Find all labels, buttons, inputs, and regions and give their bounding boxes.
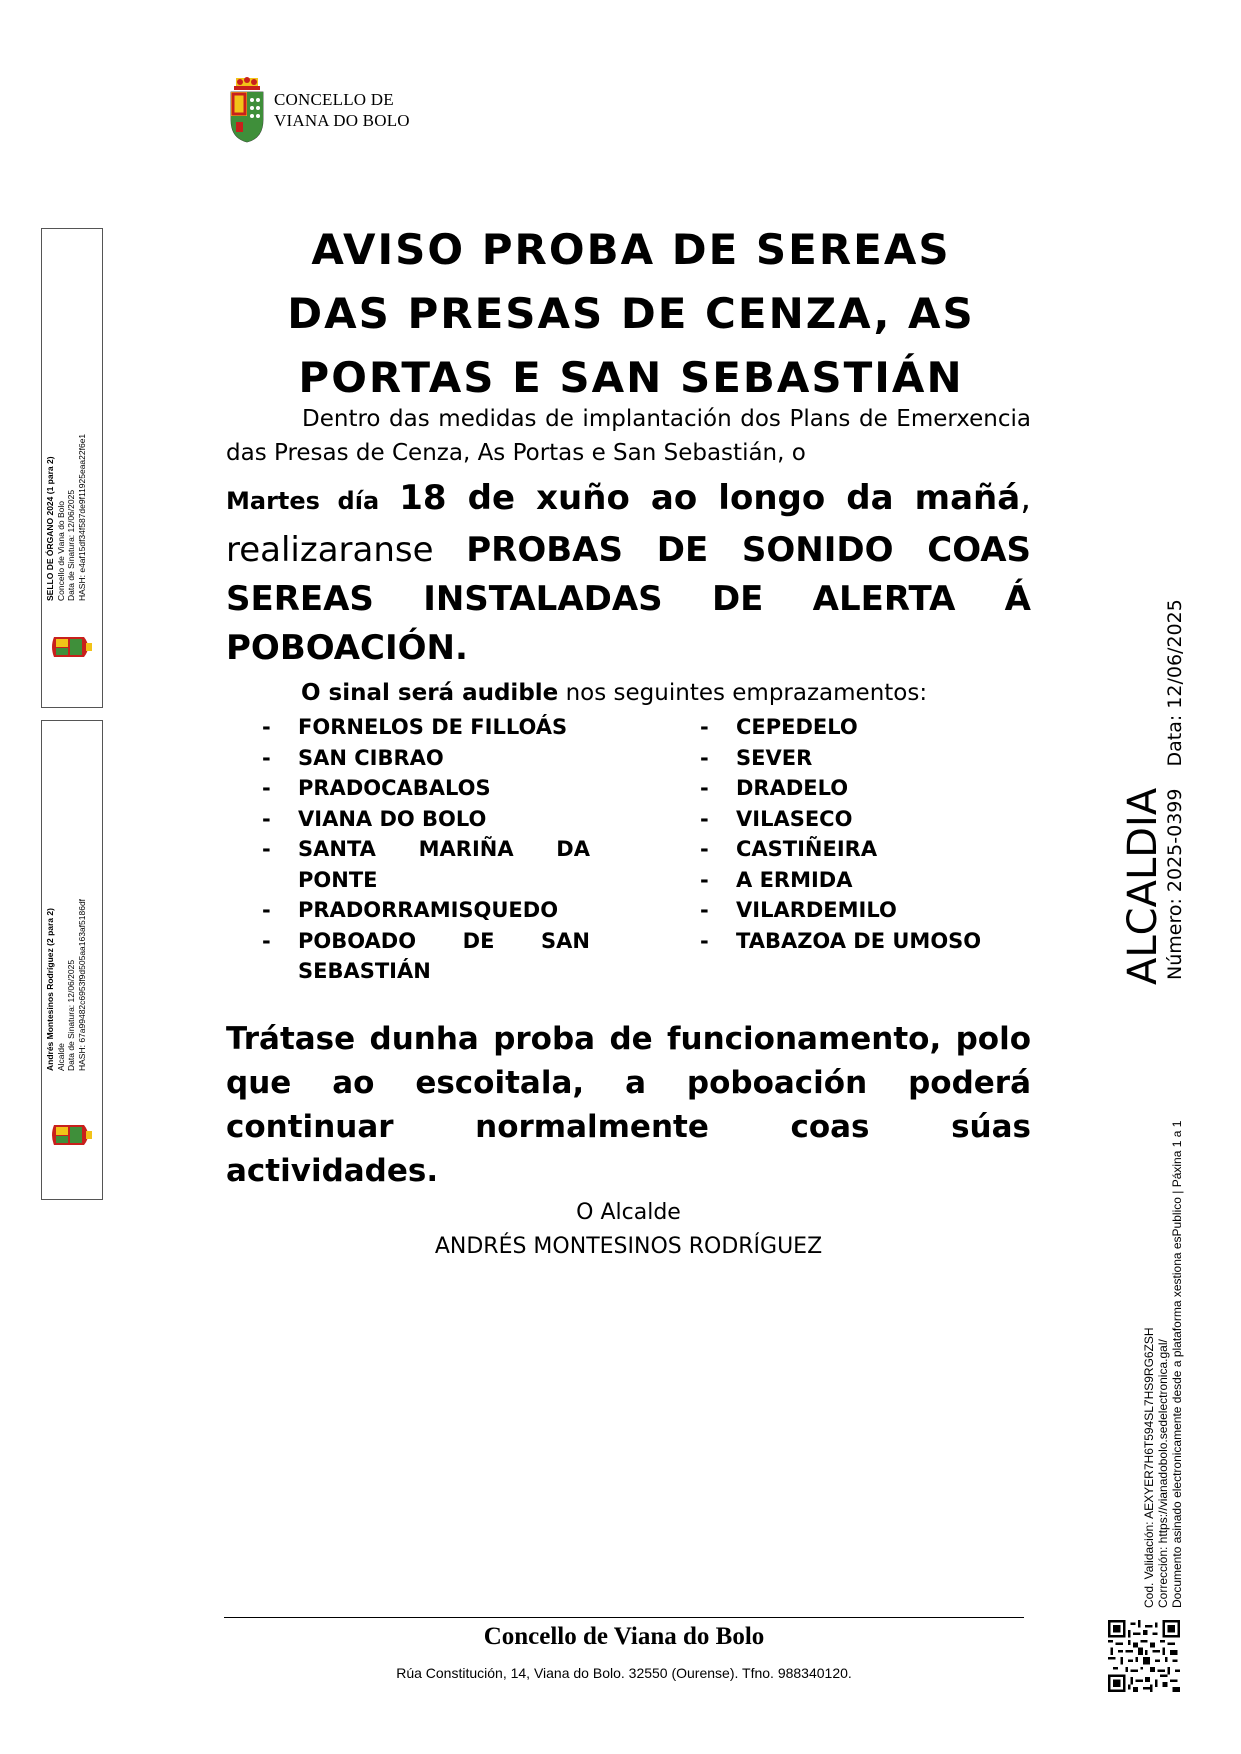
stamp-date: Data de Sinatura: 12/06/2025 bbox=[66, 959, 76, 1071]
location-name: VILARDEMILO bbox=[736, 898, 897, 922]
location-name: PRADOCABALOS bbox=[298, 776, 491, 800]
validation-code: Cod. Validación: AEXYER7H6T594SL7HS9RG6ZSH bbox=[1142, 1327, 1156, 1608]
notice-verb: realizaranse bbox=[226, 530, 434, 570]
list-bullet: - bbox=[700, 715, 709, 739]
stamp-entity: Concello de Viana do Bolo bbox=[55, 500, 66, 601]
stamp-date: Data de Sinatura: 12/06/2025 bbox=[66, 489, 76, 601]
location-name: SAN CIBRAO bbox=[298, 745, 444, 770]
location-item bbox=[262, 743, 590, 774]
org-name-line1: CONCELLO DE bbox=[274, 90, 394, 109]
notice-day-label: Martes día bbox=[226, 487, 380, 515]
page-title bbox=[226, 218, 1036, 410]
title-line2: DAS PRESAS DE CENZA, AS bbox=[287, 289, 975, 338]
registry-meta bbox=[1163, 577, 1187, 980]
org-name bbox=[274, 89, 410, 131]
list-bullet: - bbox=[700, 776, 709, 800]
coat-of-arms-icon bbox=[228, 76, 266, 144]
location-name: A ERMIDA bbox=[736, 867, 853, 892]
location-item bbox=[700, 865, 1060, 896]
validation-check: Corrección: https://vianadobolo.sedelectronica.gal/ bbox=[1156, 1339, 1170, 1608]
location-name: POBOADO DE SAN SEBASTIÁN bbox=[298, 928, 590, 983]
notice-date: 18 de xuño ao longo da mañá bbox=[399, 478, 1021, 518]
location-item bbox=[262, 773, 590, 804]
signature-role: O Alcalde bbox=[576, 1200, 681, 1225]
location-item bbox=[700, 773, 1060, 804]
qr-code-icon bbox=[1108, 1620, 1180, 1692]
location-item bbox=[700, 743, 1060, 774]
audible-line bbox=[301, 678, 927, 708]
list-bullet: - bbox=[700, 837, 709, 861]
list-bullet: - bbox=[700, 928, 709, 953]
seal-icon bbox=[50, 633, 94, 661]
location-name: PRADORRAMISQUEDO bbox=[298, 898, 559, 922]
notice-action: PROBAS DE SONIDO COAS SEREAS INSTALADAS DE ALERTA Á POBOACIÓN. bbox=[226, 530, 1031, 668]
location-item bbox=[262, 804, 590, 835]
stamp-text bbox=[45, 899, 87, 1071]
location-item bbox=[262, 926, 590, 987]
footer-org-name: Concello de Viana do Bolo bbox=[483, 1623, 765, 1650]
list-bullet: - bbox=[700, 745, 709, 770]
locations-list-left bbox=[262, 712, 590, 987]
stamp-signer: SELLO DE ÓRGANO 2024 (1 para 2) bbox=[45, 456, 55, 601]
org-name-line2: VIANA DO BOLO bbox=[274, 111, 410, 130]
location-item bbox=[700, 926, 1060, 957]
registry-date: Data: 12/06/2025 bbox=[1164, 599, 1186, 767]
list-bullet: - bbox=[700, 898, 709, 922]
list-bullet: - bbox=[262, 928, 271, 953]
location-item bbox=[262, 895, 590, 926]
location-name: SEVER bbox=[736, 745, 813, 770]
title-line3: PORTAS E SAN SEBASTIÁN bbox=[298, 353, 964, 402]
location-name: DRADELO bbox=[736, 776, 849, 800]
location-name: TABAZOA DE UMOSO bbox=[736, 928, 982, 953]
locations-list-right bbox=[700, 712, 1060, 956]
signature-stamp-1 bbox=[41, 228, 103, 708]
location-name: SANTA MARIÑA DA PONTE bbox=[298, 837, 590, 892]
validation-block bbox=[1142, 1121, 1184, 1608]
signature-stamp-2 bbox=[41, 720, 103, 1200]
header-logo bbox=[228, 76, 410, 144]
location-item bbox=[262, 834, 590, 895]
list-bullet: - bbox=[262, 806, 271, 831]
signature-name: ANDRÉS MONTESINOS RODRÍGUEZ bbox=[434, 1234, 823, 1259]
location-item bbox=[262, 712, 590, 743]
stamp-hash: HASH: 67a99482c6953f9d505aa163af5186df bbox=[76, 898, 87, 1071]
list-bullet: - bbox=[262, 715, 271, 739]
stamp-text bbox=[45, 434, 87, 601]
list-bullet: - bbox=[262, 898, 271, 922]
seal-icon bbox=[50, 1121, 94, 1149]
stamp-signer: Andrés Montesinos Rodríguez (2 para 2) bbox=[45, 908, 55, 1071]
list-bullet: - bbox=[262, 837, 271, 861]
registry-number: Número: 2025-0399 bbox=[1164, 788, 1186, 980]
footer-divider bbox=[224, 1617, 1024, 1618]
intro-paragraph: Dentro das medidas de implantación dos Plans de Emerxencia das Presas de Cenza, As Portas e San Sebastián, o bbox=[226, 406, 1031, 466]
stamp-hash: HASH: e4af15df34f587de9f11925eaa22f6e1 bbox=[76, 433, 87, 601]
location-name: VILASECO bbox=[736, 806, 853, 831]
stamp-entity: Alcalde bbox=[55, 1043, 66, 1071]
title-line1: AVISO PROBA DE SEREAS bbox=[311, 225, 951, 274]
location-name: FORNELOS DE FILLOÁS bbox=[298, 715, 568, 739]
list-bullet: - bbox=[700, 867, 709, 892]
validation-signed: Documento asinado electronicamente desde a plataforma xestiona esPublico | Páxina 1 a 1 bbox=[1170, 1120, 1184, 1608]
location-item bbox=[700, 834, 1060, 865]
list-bullet: - bbox=[262, 745, 271, 770]
location-item bbox=[700, 712, 1060, 743]
location-item bbox=[700, 895, 1060, 926]
list-bullet: - bbox=[262, 776, 271, 800]
footer-address: Rúa Constitución, 14, Viana do Bolo. 32550 (Ourense). Tfno. 988340120. bbox=[396, 1665, 852, 1681]
closing-paragraph: Trátase dunha proba de funcionamento, polo que ao escoitala, a poboación poderá continuar normalmente coas súas actividades. bbox=[226, 1021, 1031, 1189]
location-name: VIANA DO BOLO bbox=[298, 806, 487, 831]
location-name: CEPEDELO bbox=[736, 715, 858, 739]
location-name: CASTIÑEIRA bbox=[736, 837, 878, 861]
audible-rest: nos seguintes emprazamentos: bbox=[565, 680, 928, 706]
notice-comma: , bbox=[1020, 478, 1032, 518]
registry-department: ALCALDIA bbox=[1120, 787, 1166, 985]
notice-paragraph bbox=[226, 474, 1031, 673]
location-item bbox=[700, 804, 1060, 835]
list-bullet: - bbox=[700, 806, 709, 831]
audible-bold: O sinal será audible bbox=[301, 680, 559, 706]
